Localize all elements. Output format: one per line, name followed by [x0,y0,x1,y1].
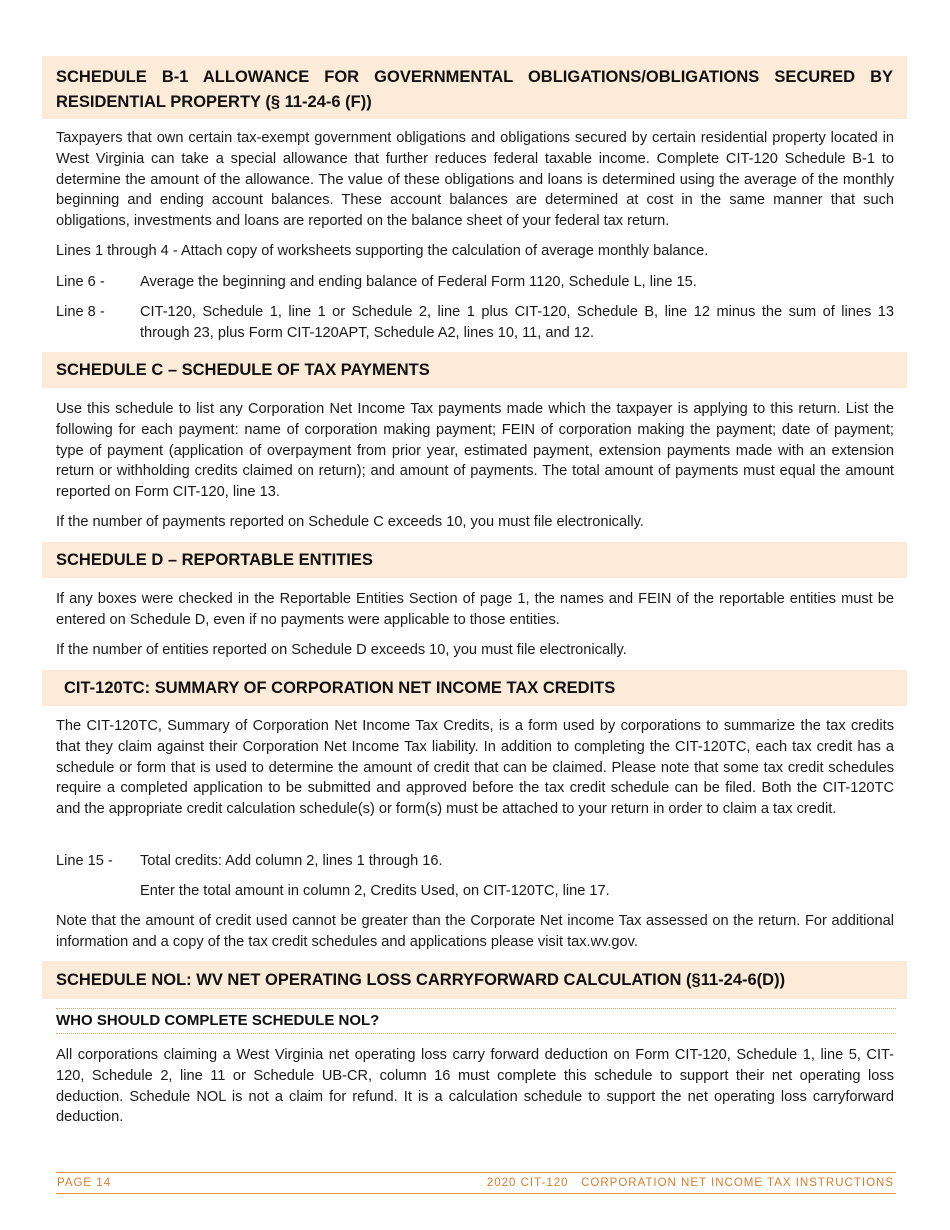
schedule-d-electronic-note: If the number of entities reported on Schedule D exceeds 10, you must file electronically. [56,642,627,658]
line-text: Total credits: Add column 2, lines 1 through 16. [140,853,443,869]
footer-page-number: PAGE 14 [57,1177,112,1189]
schedule-nol-subheading: WHO SHOULD COMPLETE SCHEDULE NOL? [56,1012,380,1029]
footer-document-title: 2020 CIT-120 CORPORATION NET INCOME TAX INSTRUCTIONS [486,1177,894,1189]
cit120tc-line15-continued [56,881,894,902]
subheading-top-divider [56,1008,896,1009]
schedule-c-electronic-note: If the number of payments reported on Schedule C exceeds 10, you must file electronically. [56,514,644,530]
line-text: Enter the total amount in column 2, Credits Used, on CIT-120TC, line 17. [140,883,610,899]
line-label: Line 15 - [56,853,113,869]
schedule-d-paragraph: If any boxes were checked in the Reportable Entities Section of page 1, the names and FEIN of the reportable entities must be entered on Schedule D, even if no payments were applicable to those entities. [56,591,894,628]
schedule-nol-paragraph: All corporations claiming a West Virginia net operating loss carry forward deduction on Form CIT-120, Schedule 1, line 5, CIT-120, Schedule 2, line 11 or Schedule UB-CR, column 16 must complete this schedule to support their net operating loss deduction. Schedule NOL is not a claim for refund. It is a calculation schedule to support the net operating loss carryforward deduction. [56,1047,894,1126]
schedule-d-heading: SCHEDULE D – REPORTABLE ENTITIES [42,542,907,578]
schedule-c-paragraph: Use this schedule to list any Corporation Net Income Tax payments made which the taxpayer is applying to this return. List the following for each payment: name of corporation making payment; FEIN of corporation making the payment; date of payment; type of payment (application of overpayment from prior year, estimated payment, extension payments made with an extension return or withholding credits claimed on return); and amount of payments. The total amount of payments must equal the amount reported on Form CIT-120, line 13. [56,401,894,501]
schedule-b1-line6 [56,272,894,293]
line-label: Line 8 - [56,304,105,320]
line-label: Line 6 - [56,274,105,290]
cit120tc-paragraph: The CIT-120TC, Summary of Corporation Net Income Tax Credits, is a form used by corporations to summarize the tax credits that they claim against their Corporation Net Income Tax liability. In addition to completing the CIT-120TC, each tax credit has a schedule or form that is used to determine the amount of credit that can be claimed. Please note that some tax credit schedules require a completed application to be submitted and approved before the tax credit schedule can be filed. Both the CIT-120TC and the appropriate credit calculation schedule(s) or form(s) must be attached to your return in order to claim a tax credit. [56,718,894,818]
schedule-b1-heading-line1: SCHEDULE B-1 ALLOWANCE FOR GOVERNMENTAL OBLIGATIONS/OBLIGATIONS SECURED BY [56,68,893,86]
schedule-nol-heading: SCHEDULE NOL: WV NET OPERATING LOSS CARRYFORWARD CALCULATION (§11-24-6(D)) [42,961,907,999]
schedule-b1-lines-note: Lines 1 through 4 - Attach copy of worksheets supporting the calculation of average monthly balance. [56,243,709,259]
subheading-bottom-divider [56,1033,896,1034]
schedule-b1-heading [42,56,907,119]
schedule-b1-line8 [56,302,894,344]
schedule-b1-paragraph: Taxpayers that own certain tax-exempt government obligations and obligations secured by certain residential property located in West Virginia can take a special allowance that further reduces federal taxable income. Complete CIT-120 Schedule B-1 to determine the amount of the allowance. The value of these obligations and loans is determined using the average of the monthly beginning and ending account balances. These account balances are determined at cost in the same manner that such obligations, investments and loans are reported on the balance sheet of your federal tax return. [56,130,894,230]
line-text: CIT-120, Schedule 1, line 1 or Schedule 2, line 1 plus CIT-120, Schedule B, line 12 minus the sum of lines 13 through 23, plus Form CIT-120APT, Schedule A2, lines 10, 11, and 12. [140,304,894,341]
schedule-c-heading: SCHEDULE C – SCHEDULE OF TAX PAYMENTS [42,352,907,388]
schedule-b1-heading-line2: RESIDENTIAL PROPERTY (§ 11-24-6 (F)) [56,93,372,111]
cit120tc-note: Note that the amount of credit used cannot be greater than the Corporate Net income Tax assessed on the return. For additional information and a copy of the tax credit schedules and applications please visit tax.wv.gov. [56,913,894,950]
footer-top-rule [56,1172,896,1173]
cit120tc-line15 [56,851,894,872]
line-text: Average the beginning and ending balance of Federal Form 1120, Schedule L, line 15. [140,274,697,290]
cit120tc-heading: CIT-120TC: SUMMARY OF CORPORATION NET INCOME TAX CREDITS [42,670,907,706]
footer-bottom-rule [56,1193,896,1194]
